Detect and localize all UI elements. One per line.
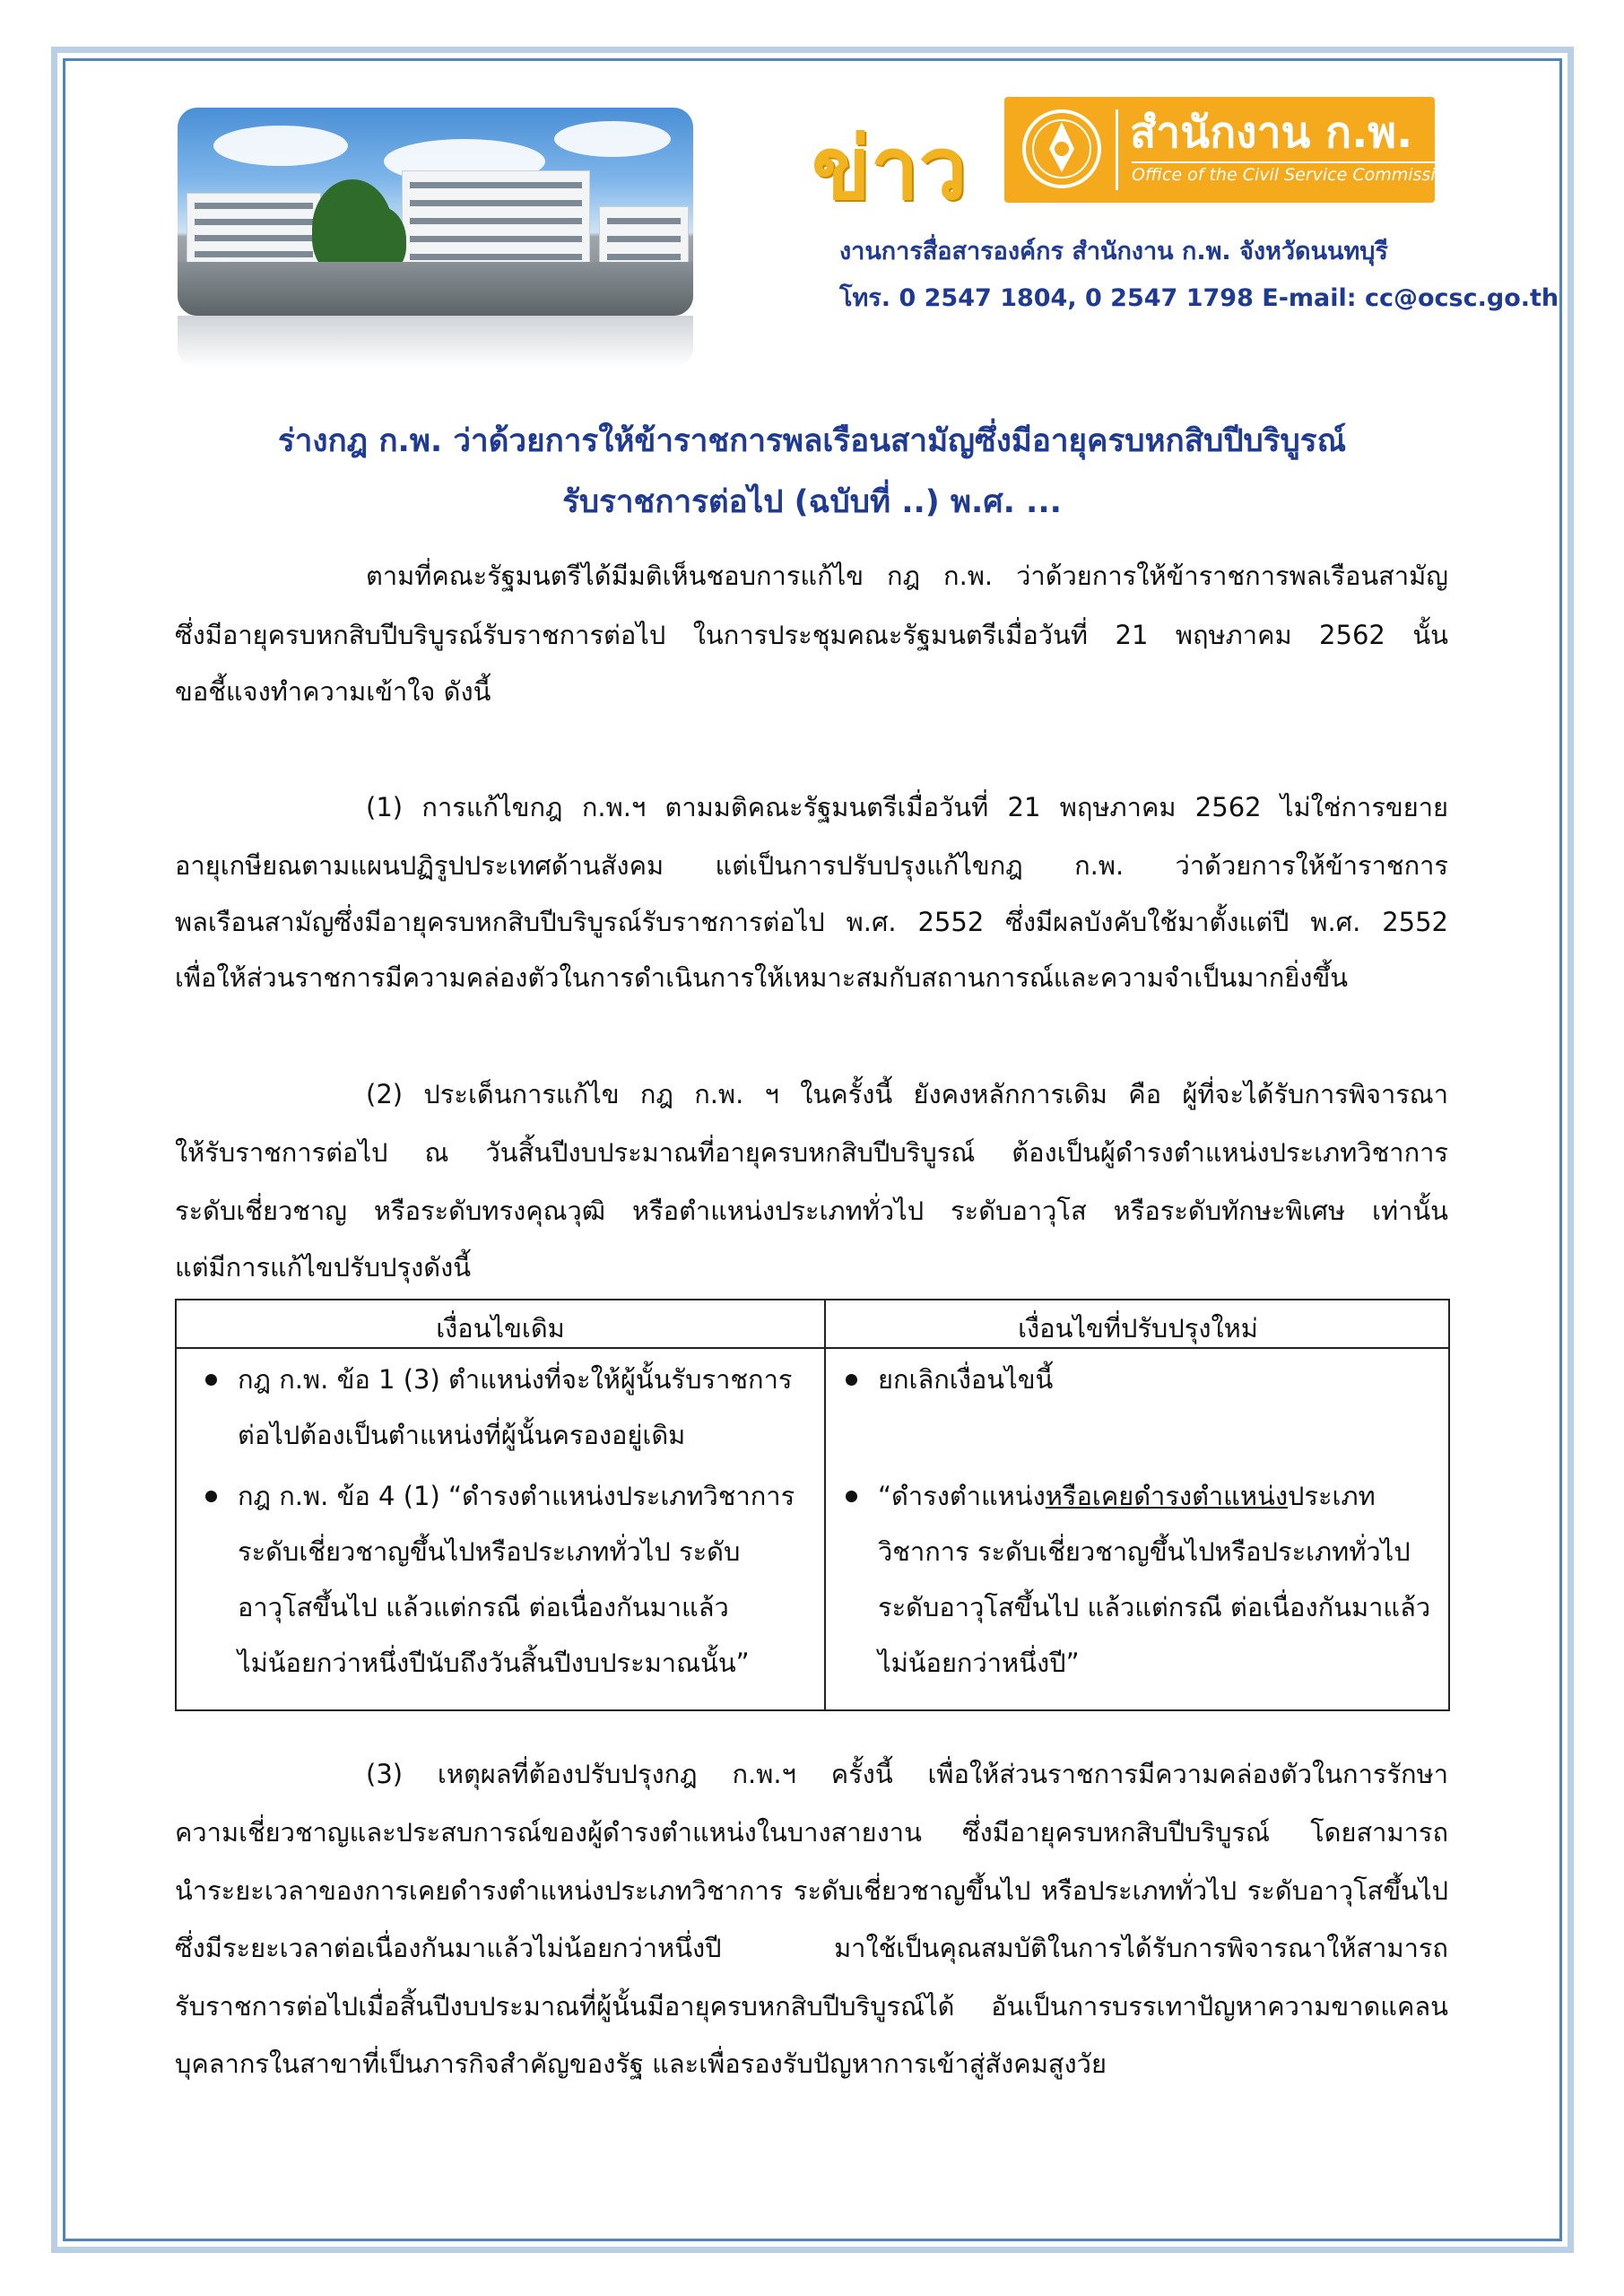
photo-reflection bbox=[178, 316, 693, 368]
old-condition-1-line: กฎ ก.พ. ข้อ 1 (3) ตำแหน่งที่จะให้ผู้นั้นรับราชการ bbox=[238, 1364, 793, 1395]
logo-title: สำนักงาน ก.พ. bbox=[1130, 108, 1413, 158]
old-condition-2-line: กฎ ก.พ. ข้อ 4 (1) “ดำรงตำแหน่งประเภทวิชาการ bbox=[238, 1481, 795, 1511]
news-label: ข่าว bbox=[812, 117, 968, 219]
item2-line: แต่มีการแก้ไขปรับปรุงดังนี้ bbox=[175, 1252, 472, 1283]
item2-line: ระดับเชี่ยวชาญ หรือระดับทรงคุณวุฒิ หรือตำแหน่งประเภททั่วไป ระดับอาวุโส หรือระดับทักษะพิเศษ เท่านั้น bbox=[175, 1196, 1448, 1226]
item3-line: ซึ่งมีระยะเวลาต่อเนื่องกันมาแล้วไม่น้อยกว่าหนึ่งปี มาใช้เป็นคุณสมบัติในการได้รับการพิจารณาให้สามารถ bbox=[175, 1933, 1448, 1963]
document-title-line-2: รับราชการต่อไป (ฉบับที่ ..) พ.ศ. ... bbox=[562, 484, 1062, 520]
item2-line: (2) ประเด็นการแก้ไข กฎ ก.พ. ฯ ในครั้งนี้ ยังคงหลักการเดิม คือ ผู้ที่จะได้รับการพิจารณา bbox=[366, 1079, 1448, 1109]
logo-divider bbox=[1116, 109, 1118, 190]
item3-line: นำระยะเวลาของการเคยดำรงตำแหน่งประเภทวิชาการ ระดับเชี่ยวชาญขึ้นไป หรือประเภททั่วไป ระดับอาวุโสขึ้นไป bbox=[175, 1875, 1448, 1906]
old-condition-2-line: ระดับเชี่ยวชาญขึ้นไปหรือประเภททั่วไป ระดับ bbox=[238, 1536, 741, 1567]
new-condition-2-line: ระดับอาวุโสขึ้นไป แล้วแต่กรณี ต่อเนื่องกันมาแล้ว bbox=[878, 1592, 1431, 1622]
bullet-icon bbox=[205, 1374, 217, 1386]
old-condition-1-line: ต่อไปต้องเป็นตำแหน่งที่ผู้นั้นครองอยู่เดิม bbox=[238, 1420, 686, 1450]
logo-subtitle: Office of the Civil Service Commission bbox=[1132, 161, 1456, 185]
ocsc-seal-icon bbox=[1020, 108, 1103, 190]
item3-line: รับราชการต่อไปเมื่อสิ้นปีงบประมาณที่ผู้นั้นมีอายุครบหกสิบปีบริบูรณ์ได้ อันเป็นการบรรเทาปัญหาความขาดแคลน bbox=[175, 1991, 1448, 2022]
new-condition-2-line: วิชาการ ระดับเชี่ยวชาญขึ้นไปหรือประเภททั่วไป bbox=[878, 1536, 1411, 1567]
comparison-table bbox=[175, 1299, 1450, 1711]
bullet-icon bbox=[205, 1491, 217, 1502]
intro-line: ตามที่คณะรัฐมนตรีได้มีมติเห็นชอบการแก้ไข กฎ ก.พ. ว่าด้วยการให้ข้าราชการพลเรือนสามัญ bbox=[366, 561, 1448, 591]
document-title-line-1: ร่างกฎ ก.พ. ว่าด้วยการให้ข้าราชการพลเรือนสามัญซึ่งมีอายุครบหกสิบปีบริบูรณ์ bbox=[277, 423, 1347, 459]
bullet-icon bbox=[846, 1491, 857, 1502]
item3-line: ความเชี่ยวชาญและประสบการณ์ของผู้ดำรงตำแหน่งในบางสายงาน ซึ่งมีอายุครบหกสิบปีบริบูรณ์ โดยสามารถ bbox=[175, 1817, 1448, 1848]
item1-line: อายุเกษียณตามแผนปฏิรูปประเทศด้านสังคม แต่เป็นการปรับปรุงแก้ไขกฎ ก.พ. ว่าด้วยการให้ข้าราชการ bbox=[175, 850, 1448, 881]
item3-line: (3) เหตุผลที่ต้องปรับปรุงกฎ ก.พ.ฯ ครั้งนี้ เพื่อให้ส่วนราชการมีความคล่องตัวในการรักษา bbox=[366, 1759, 1448, 1789]
intro-line: ซึ่งมีอายุครบหกสิบปีบริบูรณ์รับราชการต่อไป ในการประชุมคณะรัฐมนตรีเมื่อวันที่ 21 พฤษภาคม 2562 นั้น bbox=[175, 620, 1448, 650]
item1-line: (1) การแก้ไขกฎ ก.พ.ฯ ตามมติคณะรัฐมนตรีเมื่อวันที่ 21 พฤษภาคม 2562 ไม่ใช่การขยาย bbox=[366, 792, 1448, 822]
new-condition-2-line: “ดำรงตำแหน่งหรือเคยดำรงตำแหน่งประเภท bbox=[878, 1481, 1376, 1511]
table-header-old: เงื่อนไขเดิม bbox=[436, 1313, 565, 1344]
new-condition-1: ยกเลิกเงื่อนไขนี้ bbox=[878, 1364, 1054, 1395]
old-condition-2-line: อาวุโสขึ้นไป แล้วแต่กรณี ต่อเนื่องกันมาแล้ว bbox=[238, 1592, 729, 1622]
office-building-photo bbox=[178, 108, 693, 316]
new-condition-2-line: ไม่น้อยกว่าหนึ่งปี” bbox=[878, 1648, 1080, 1678]
table-column-divider bbox=[824, 1300, 826, 1709]
org-line: งานการสื่อสารองค์กร สำนักงาน ก.พ. จังหวัดนนทบุรี bbox=[839, 238, 1388, 265]
table-header-new: เงื่อนไขที่ปรับปรุงใหม่ bbox=[1018, 1313, 1258, 1344]
item3-line: บุคลากรในสาขาที่เป็นภารกิจสำคัญของรัฐ และเพื่อรองรับปัญหาการเข้าสู่สังคมสูงวัย bbox=[175, 2048, 1107, 2079]
item1-line: เพื่อให้ส่วนราชการมีความคล่องตัวในการดำเนินการให้เหมาะสมกับสถานการณ์และความจำเป็นมากยิ่งขึ้น bbox=[175, 962, 1349, 993]
ocsc-logo bbox=[1004, 97, 1457, 203]
item2-line: ให้รับราชการต่อไป ณ วันสิ้นปีงบประมาณที่อายุครบหกสิบปีบริบูรณ์ ต้องเป็นผู้ดำรงตำแหน่งประเภทวิชาการ bbox=[175, 1137, 1448, 1168]
old-condition-2-line: ไม่น้อยกว่าหนึ่งปีนับถึงวันสิ้นปีงบประมาณนั้น” bbox=[238, 1648, 750, 1678]
contact-line: โทร. 0 2547 1804, 0 2547 1798 E-mail: cc@ocsc.go.th bbox=[839, 284, 1559, 312]
item1-line: พลเรือนสามัญซึ่งมีอายุครบหกสิบปีบริบูรณ์รับราชการต่อไป พ.ศ. 2552 ซึ่งมีผลบังคับใช้มาตั้งแต่ปี พ.ศ. 2552 bbox=[175, 907, 1448, 937]
bullet-icon bbox=[846, 1374, 857, 1386]
intro-line: ขอชี้แจงทำความเข้าใจ ดังนี้ bbox=[175, 676, 491, 707]
